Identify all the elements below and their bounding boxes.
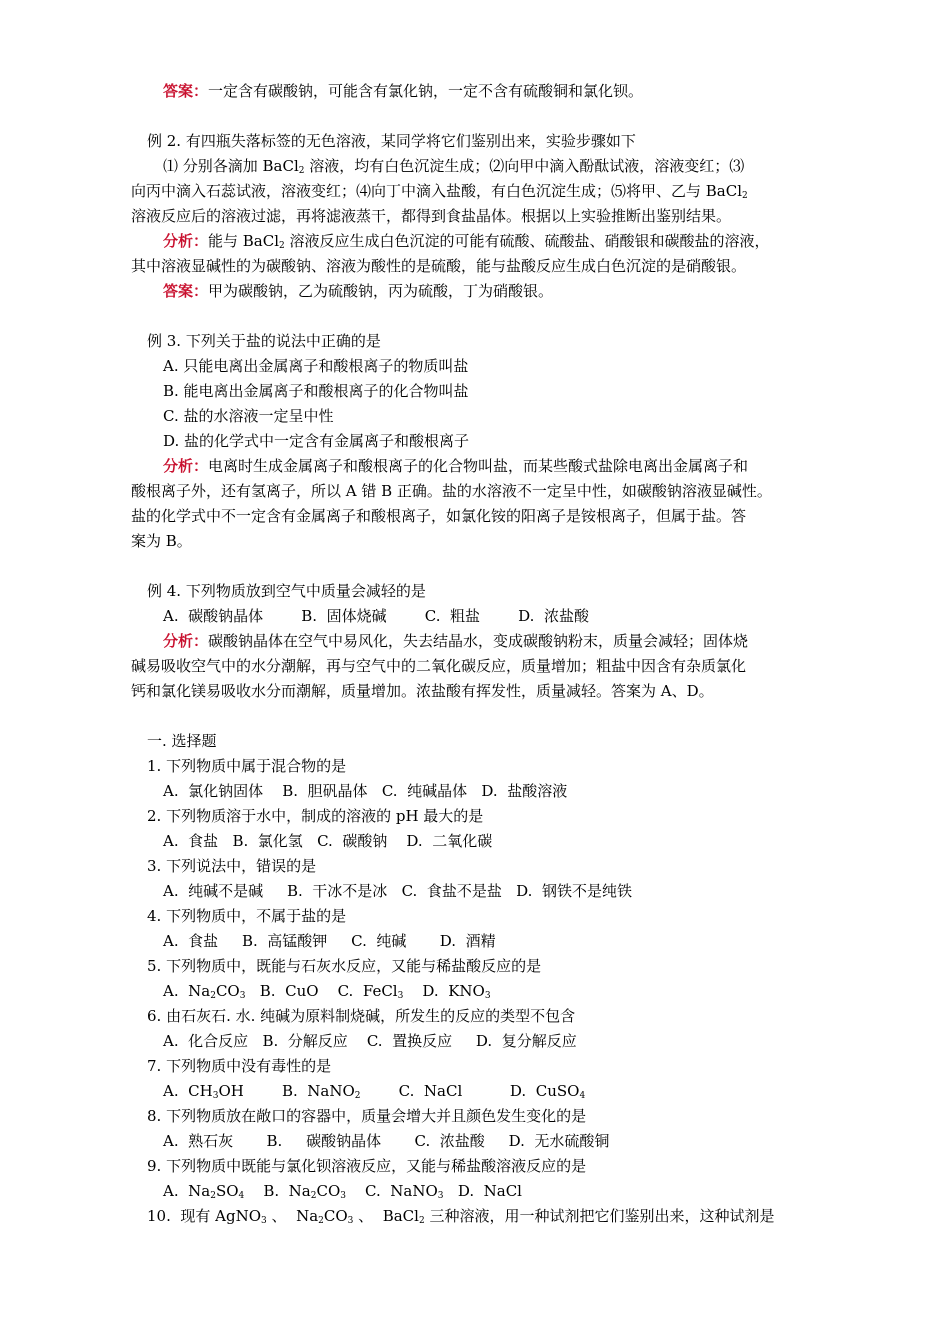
analysis-label: 分析： xyxy=(163,232,209,250)
ex3-option-d: D. 盐的化学式中一定含有金属离子和酸根离子 xyxy=(163,432,470,450)
section-heading: 一. 选择题 xyxy=(147,732,217,750)
ex4-analysis-line-3: 钙和氯化镁易吸收水分而潮解，质量增加。浓盐酸有挥发性，质量减轻。答案为 A、D。 xyxy=(131,682,714,700)
question-3-options: A. 纯碱不是碱 B. 干冰不是冰 C. 食盐不是盐 D. 钢铁不是纯铁 xyxy=(163,882,632,900)
question-10: 10. 现有 AgNO$_3$ 、 $Na_2CO_3$ 、 BaCl$_2$ 三种溶液，用一种试剂把它们鉴别出来，这种试剂是 xyxy=(147,1207,775,1226)
ex3-analysis-line-2: 酸根离子外，还有氢离子，所以 A 错 B 正确。盐的水溶液不一定呈中性，如碳酸钠溶液显碱性。 xyxy=(131,482,772,500)
ex4-heading: 例 4. 下列物质放到空气中质量会减轻的是 xyxy=(147,582,426,600)
ex2-heading: 例 2. 有四瓶失落标签的无色溶液，某同学将它们鉴别出来，实验步骤如下 xyxy=(147,132,636,150)
answer-label: 答案： xyxy=(163,82,209,100)
question-1-options: A. 氯化钠固体 B. 胆矾晶体 C. 纯碱晶体 D. 盐酸溶液 xyxy=(163,782,568,800)
question-2: 2. 下列物质溶于水中，制成的溶液的 pH 最大的是 xyxy=(147,807,484,825)
analysis-label: 分析： xyxy=(163,632,209,650)
ex2-analysis-line-1: 分析：能与 BaCl$_2$ 溶液反应生成白色沉淀的可能有硫酸、硫酸盐、硝酸银和碳酸盐的溶液， xyxy=(163,232,770,251)
question-2-options: A. 食盐 B. 氯化氢 C. 碳酸钠 D. 二氧化碳 xyxy=(163,832,493,850)
ex3-heading: 例 3. 下列关于盐的说法中正确的是 xyxy=(147,332,381,350)
ex2-step-line-1: ⑴ 分别各滴加 BaCl$_2$ 溶液，均有白色沉淀生成；⑵向甲中滴入酚酞试液，溶液变红；⑶ xyxy=(163,157,745,176)
question-1: 1. 下列物质中属于混合物的是 xyxy=(147,757,347,775)
ex1-answer xyxy=(163,80,643,102)
ex3-option-b: B. 能电离出金属离子和酸根离子的化合物叫盐 xyxy=(163,382,469,400)
ex3-option-c: C. 盐的水溶液一定呈中性 xyxy=(163,407,334,425)
ex2-answer: 答案：甲为碳酸钠，乙为硫酸钠，丙为硫酸，丁为硝酸银。 xyxy=(163,282,554,300)
question-4-options: A. 食盐 B. 高锰酸钾 C. 纯碱 D. 酒精 xyxy=(163,932,496,950)
ex2-analysis-line-2: 其中溶液显碱性的为碳酸钠、溶液为酸性的是硫酸，能与盐酸反应生成白色沉淀的是硝酸银。 xyxy=(131,257,747,275)
question-7: 7. 下列物质中没有毒性的是 xyxy=(147,1057,332,1075)
question-8-options: A. 熟石灰 B. 碳酸钠晶体 C. 浓盐酸 D. 无水硫酸铜 xyxy=(163,1132,610,1150)
ex3-analysis-line-3: 盐的化学式中不一定含有金属离子和酸根离子，如氯化铵的阳离子是铵根离子，但属于盐。答 xyxy=(131,507,747,525)
ex4-analysis-line-2: 碱易吸收空气中的水分潮解，再与空气中的二氧化碳反应，质量增加；粗盐中因含有杂质氯化 xyxy=(131,657,747,675)
question-8: 8. 下列物质放在敞口的容器中，质量会增大并且颜色发生变化的是 xyxy=(147,1107,587,1125)
question-7-options: A. $CH_3OH$ B. NaNO$_2$ C. NaCl D. CuSO$_4$ xyxy=(163,1082,586,1101)
ex2-step-line-2: 向丙中滴入石蕊试液，溶液变红；⑷向丁中滴入盐酸，有白色沉淀生成；⑸将甲、乙与 BaCl$_2$ xyxy=(131,182,748,201)
question-6: 6. 由石灰石. 水. 纯碱为原料制烧碱，所发生的反应的类型不包含 xyxy=(147,1007,576,1025)
ex3-analysis-line-4: 案为 B。 xyxy=(131,532,192,550)
ex4-options: A. 碳酸钠晶体 B. 固体烧碱 C. 粗盐 D. 浓盐酸 xyxy=(163,607,589,625)
question-9: 9. 下列物质中既能与氯化钡溶液反应，又能与稀盐酸溶液反应的是 xyxy=(147,1157,587,1175)
question-9-options: A. $Na_2SO_4$ B. $Na_2CO_3$ C. NaNO$_3$ D. NaCl xyxy=(163,1182,522,1201)
ex2-step-line-3: 溶液反应后的溶液过滤，再将滤液蒸干，都得到食盐晶体。根据以上实验推断出鉴别结果。 xyxy=(131,207,732,225)
question-6-options: A. 化合反应 B. 分解反应 C. 置换反应 D. 复分解反应 xyxy=(163,1032,577,1050)
ex3-analysis-line-1: 分析：电离时生成金属离子和酸根离子的化合物叫盐，而某些酸式盐除电离出金属离子和 xyxy=(163,457,749,475)
question-5-options: A. $Na_2CO_3$ B. CuO C. FeCl$_3$ D. $KNO_3$ xyxy=(163,982,491,1001)
ex3-option-a: A. 只能电离出金属离子和酸根离子的物质叫盐 xyxy=(163,357,469,375)
ex4-analysis-line-1: 分析：碳酸钠晶体在空气中易风化，失去结晶水，变成碳酸钠粉末，质量会减轻；固体烧 xyxy=(163,632,749,650)
question-5: 5. 下列物质中，既能与石灰水反应，又能与稀盐酸反应的是 xyxy=(147,957,542,975)
answer-label: 答案： xyxy=(163,282,209,300)
question-4: 4. 下列物质中，不属于盐的是 xyxy=(147,907,347,925)
analysis-label: 分析： xyxy=(163,457,209,475)
question-3: 3. 下列说法中，错误的是 xyxy=(147,857,317,875)
answer-text: 一定含有碳酸钠，可能含有氯化钠，一定不含有硫酸铜和氯化钡。 xyxy=(208,82,644,100)
